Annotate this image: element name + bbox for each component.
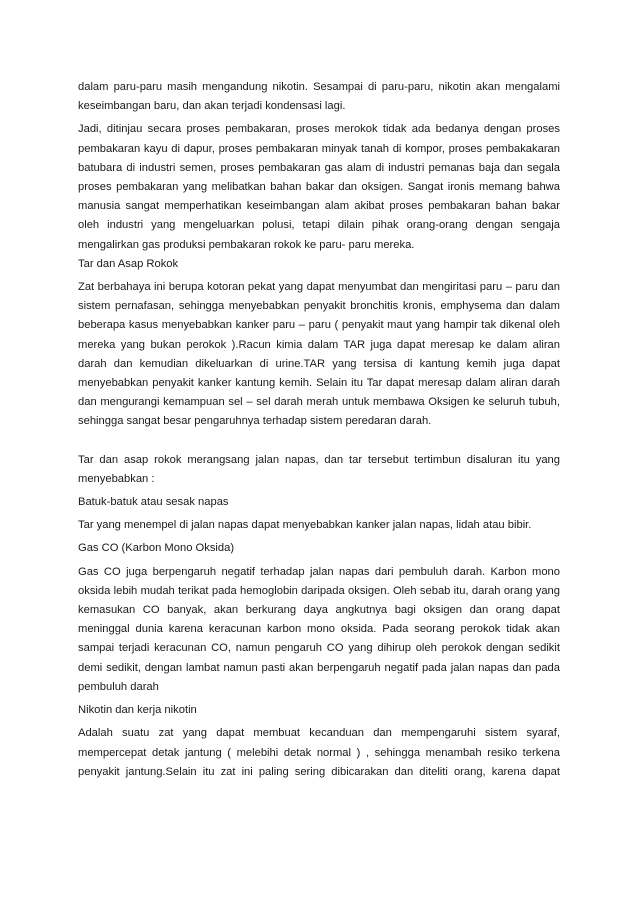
paragraph-carbon-monoxide: Gas CO juga berpengaruh negatif terhadap jalan napas dari pembuluh darah. Karbon mono oksida lebih mudah terikat pada hemoglobin daripada oksigen. Oleh sebab itu, darah orang yang kemasukan CO banyak, akan berkurang daya angkutnya bagi oksigen dan orang dapat meninggal dunia karena keracunan karbon mono oksida. Pada seorang perokok tidak akan sampai terjadi keracunan CO, namun pengaruh CO yang dihirup oleh perokok dengan sedikit demi sedikit, dengan lambat namun pasti akan berpengaruh negatif pada jalan napas dan pada pembuluh darah <box>78 565 560 693</box>
paragraph-nicotine-condensation: dalam paru-paru masih mengandung nikotin. Sesampai di paru-paru, nikotin akan mengalami keseimbangan baru, dan akan terjadi kondensasi lagi. <box>78 81 560 113</box>
heading-coughing: Batuk-batuk atau sesak napas <box>78 496 229 509</box>
paragraph-nicotine-effects: Adalah suatu zat yang dapat membuat kecanduan dan mempengaruhi sistem syaraf, mempercepat detak jantung ( melebihi detak normal ) , sehingga menambah resiko terkena penyakit jantung.Selain itu zat ini paling sering dibicarakan dan diteliti orang, karena dapat <box>78 727 560 778</box>
heading-nicotine: Nikotin dan kerja nikotin <box>78 704 197 717</box>
heading-carbon-monoxide: Gas CO (Karbon Mono Oksida) <box>78 542 235 555</box>
paragraph-tar-airway: Tar dan asap rokok merangsang jalan napas, dan tar tersebut tertimbun disaluran itu yang menyebabkan : <box>78 453 560 485</box>
paragraph-tar-cancer: Tar yang menempel di jalan napas dapat menyebabkan kanker jalan napas, lidah atau bibir. <box>78 519 532 532</box>
paragraph-tar-hazards: Zat berbahaya ini berupa kotoran pekat yang dapat menyumbat dan mengiritasi paru – paru dan sistem pernafasan, sehingga menyebabkan penyakit bronchitis kronis, emphysema dan dalam beberapa kasus menyebabkan kanker paru – paru ( penyakit maut yang hampir tak dikenal oleh mereka yang bukan perokok ).Racun kimia dalam TAR juga dapat meresap ke dalam aliran darah dan kemudian dikeluarkan di urine.TAR yang tersisa di kantung kemih juga dapat menyebabkan penyakit kanker kantung kemih. Selain itu Tar dapat meresap dalam aliran darah dan mengurangi kemampuan sel – sel darah merah untuk membawa Oksigen ke seluruh tubuh, sehingga sangat besar pengaruhnya terhadap sistem peredaran darah. <box>78 281 560 428</box>
heading-tar-and-smoke: Tar dan Asap Rokok <box>78 257 179 270</box>
paragraph-combustion-process: Jadi, ditinjau secara proses pembakaran, proses merokok tidak ada bedanya dengan proses pembakaran kayu di dapur, proses pembakaran minyak tanah di kompor, proses pembakakaran batubara di industri semen, proses pembakaran gas alam di industri pemanas baja dan segala proses pembakaran yang melibatkan bahan bakar dan oksigen. Sangat ironis memang bahwa manusia sangat memperhatikan keseimbangan alam akibat proses pembakaran bahan bakar oleh industri yang mengeluarkan polusi, tetapi dilain pihak orang-orang dengan sengaja mengalirkan gas produksi pembakaran rokok ke paru- paru mereka. <box>78 123 560 251</box>
document-page <box>78 78 560 782</box>
